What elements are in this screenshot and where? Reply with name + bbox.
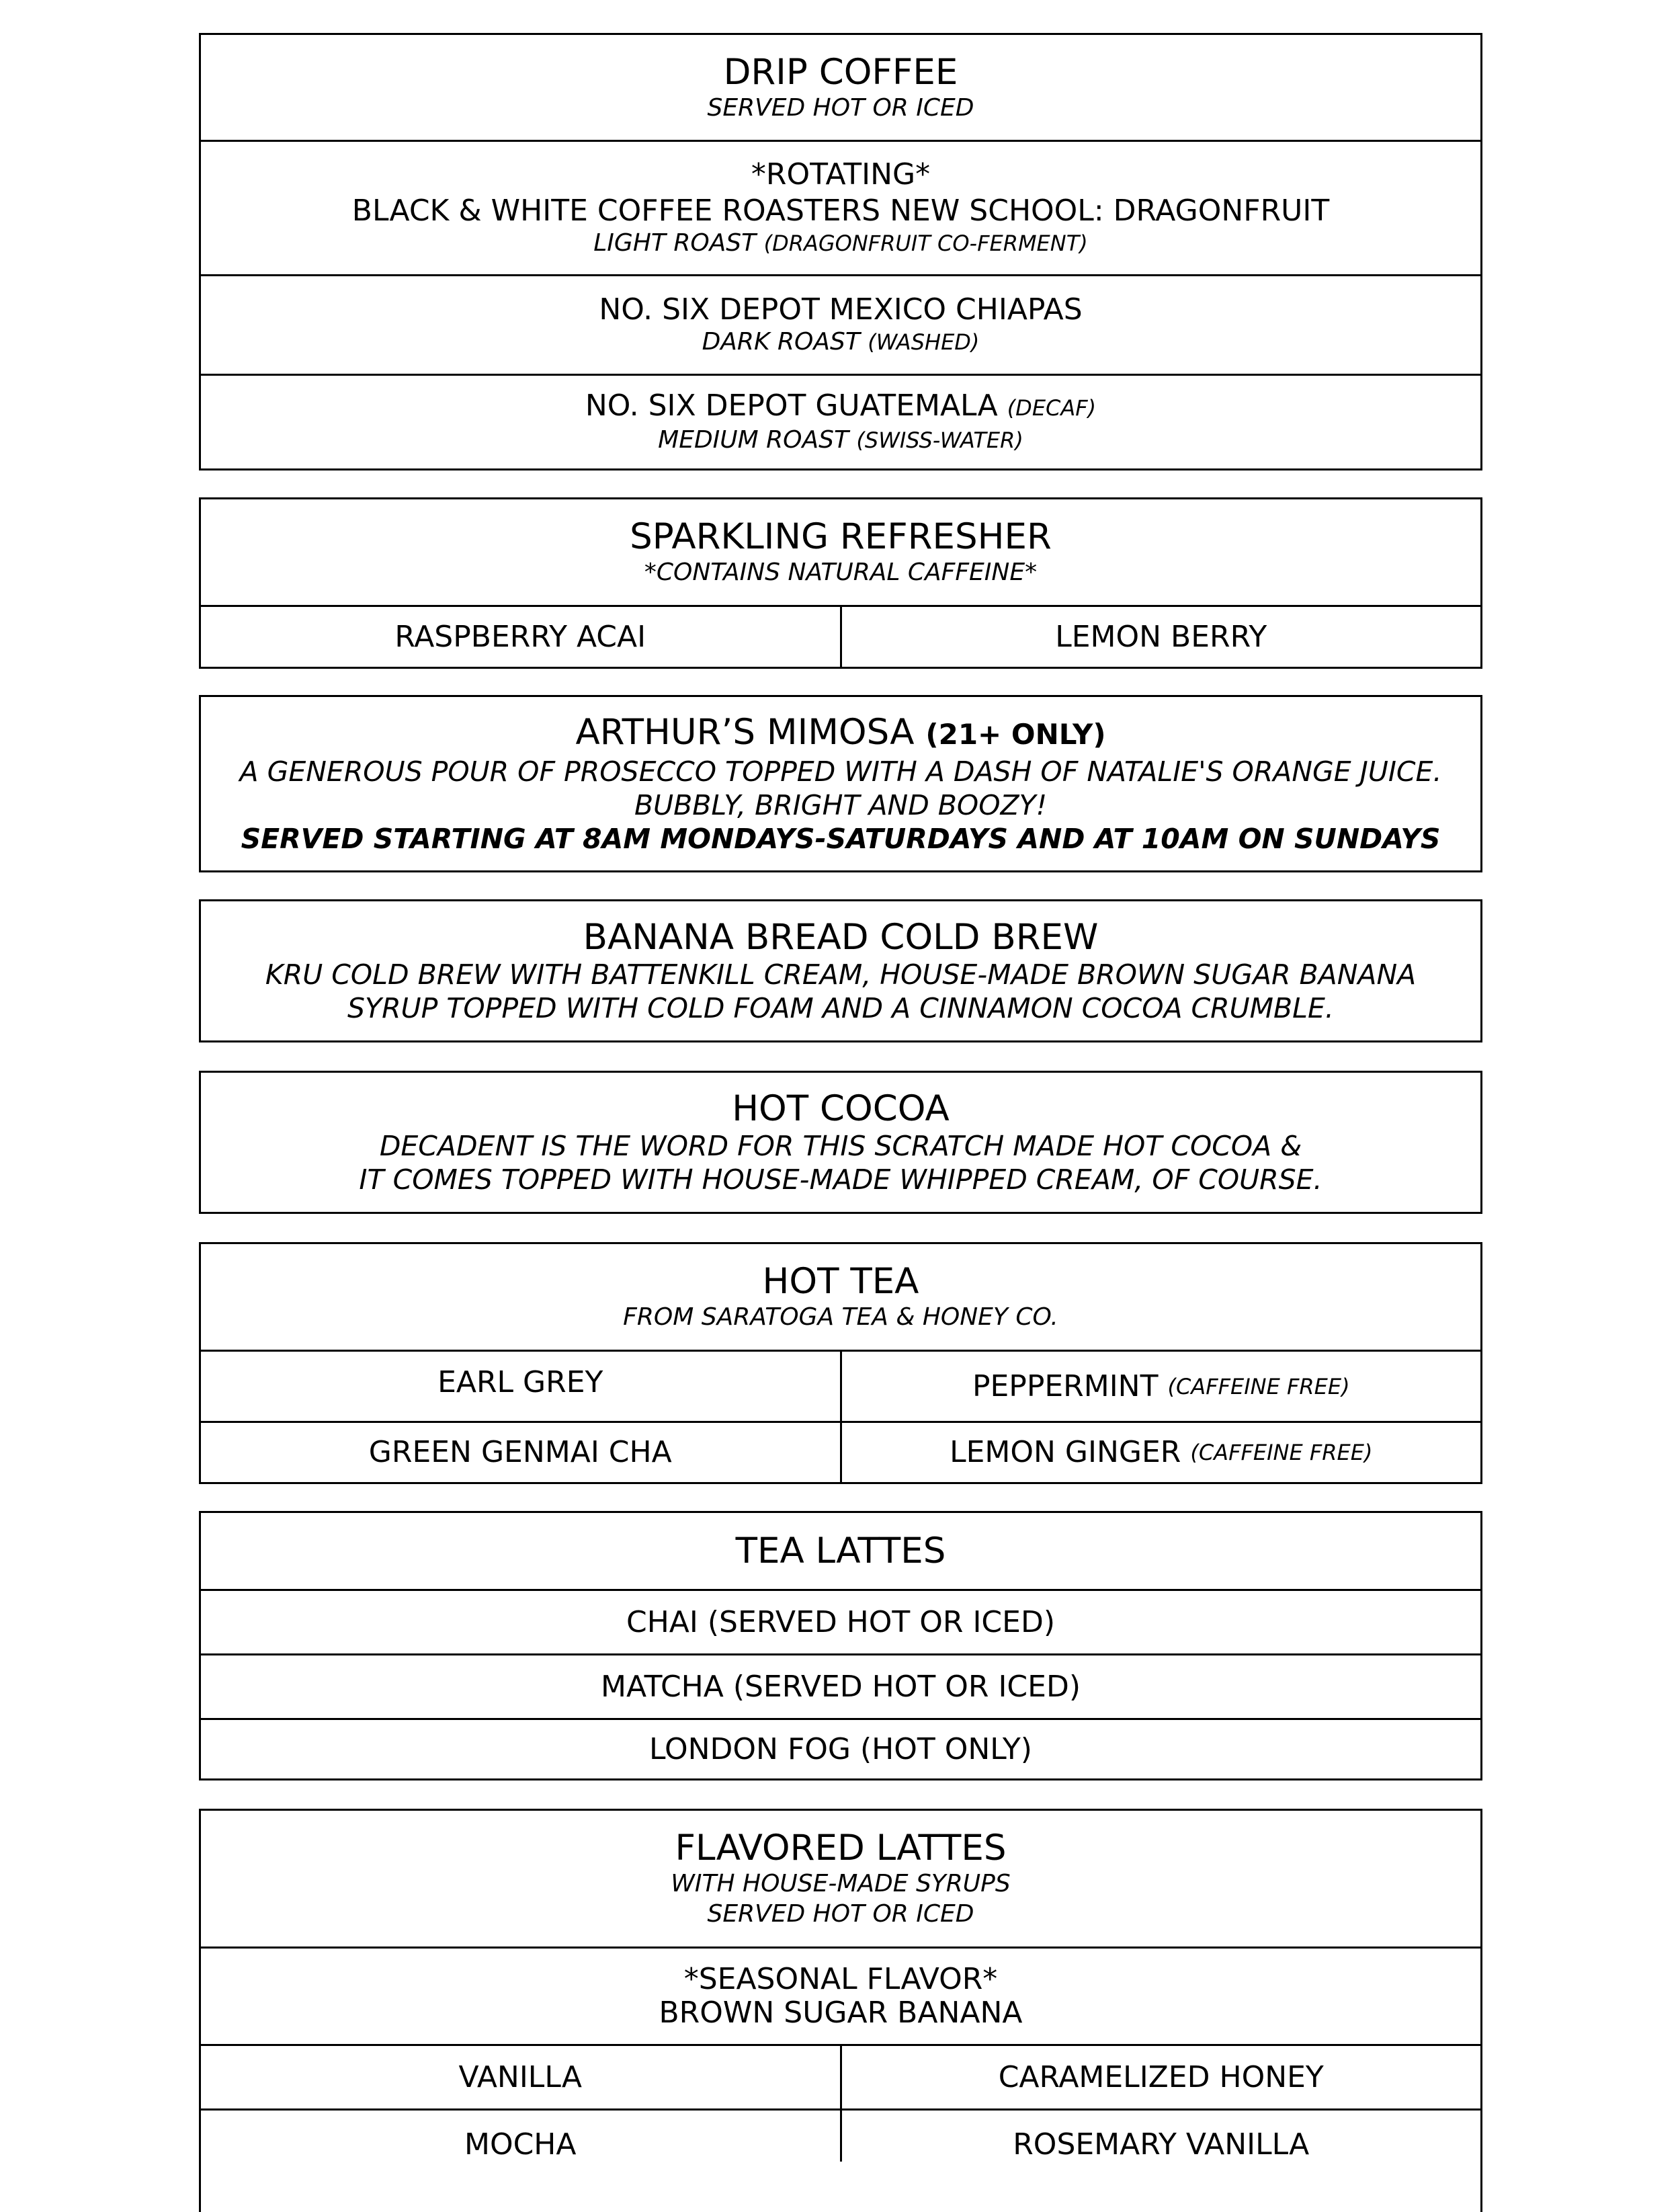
hot-tea-section	[199, 1242, 1482, 1484]
section-title: TEA LATTES	[735, 1530, 946, 1571]
decaf-note: (DECAF)	[1007, 395, 1097, 421]
item-name-line	[585, 389, 1096, 425]
menu-item: ROSEMARY VANILLA	[840, 2111, 1481, 2162]
process-note: (DRAGONFRUIT CO-FERMENT)	[763, 230, 1088, 256]
menu-item: CARAMELIZED HONEY	[840, 2046, 1481, 2108]
item-name: NO. SIX DEPOT GUATEMALA	[585, 388, 998, 423]
drip-item-guatemala	[201, 374, 1480, 468]
process-note: (SWISS-WATER)	[856, 427, 1023, 453]
roast-label: LIGHT ROAST	[593, 229, 757, 257]
description-line: KRU COLD BREW WITH BATTENKILL CREAM, HOUSE-MADE BROWN SUGAR BANANA	[265, 958, 1417, 991]
description-line: IT COMES TOPPED WITH HOUSE-MADE WHIPPED CREAM, OF COURSE.	[359, 1163, 1322, 1196]
seasonal-flavor	[201, 1947, 1480, 2044]
age-note: (21+ ONLY)	[925, 717, 1106, 751]
banana-bread-section	[199, 899, 1482, 1042]
hot-cocoa-section	[199, 1071, 1482, 1214]
item-roast	[593, 228, 1087, 259]
menu-item: MOCHA	[464, 2127, 577, 2162]
rotating-tag: *ROTATING*	[751, 157, 931, 192]
menu-item	[840, 1352, 1481, 1421]
section-title: FLAVORED LATTES	[675, 1828, 1007, 1869]
tea-lattes-section	[199, 1511, 1482, 1780]
tea-lattes-header	[201, 1513, 1480, 1589]
menu-item: EARL GREY	[437, 1364, 603, 1399]
flavor-row	[201, 2044, 1480, 2108]
section-title: HOT COCOA	[732, 1088, 950, 1129]
flavored-lattes-section	[199, 1809, 1482, 2212]
flavor-row	[201, 2108, 1480, 2173]
section-title-line	[575, 712, 1105, 755]
drip-item-mexico	[201, 274, 1480, 374]
item-name: LEMON GINGER	[950, 1435, 1181, 1469]
section-subtitle: WITH HOUSE-MADE SYRUPS	[671, 1870, 1011, 1897]
section-subtitle: *CONTAINS NATURAL CAFFEINE*	[644, 559, 1038, 586]
seasonal-tag: *SEASONAL FLAVOR*	[683, 1962, 998, 1996]
caffeine-note: (CAFFEINE FREE)	[1190, 1440, 1373, 1465]
description-line: DECADENT IS THE WORD FOR THIS SCRATCH MADE HOT COCOA &	[379, 1129, 1302, 1162]
section-title: HOT TEA	[762, 1261, 919, 1302]
menu-item	[840, 1423, 1481, 1482]
serving-hours: SERVED STARTING AT 8AM MONDAYS-SATURDAYS AND AT 10AM ON SUNDAYS	[241, 822, 1441, 855]
section-title: DRIP COFFEE	[723, 51, 958, 93]
flavored-header	[201, 1811, 1480, 1947]
menu-item: GREEN GENMAI CHA	[368, 1435, 672, 1469]
caffeine-note: (CAFFEINE FREE)	[1167, 1373, 1350, 1399]
item-name: BROWN SUGAR BANANA	[659, 1996, 1023, 2030]
description-line: A GENEROUS POUR OF PROSECCO TOPPED WITH A DASH OF NATALIE'S ORANGE JUICE.	[239, 755, 1442, 788]
item-name: BLACK & WHITE COFFEE ROASTERS NEW SCHOOL: DRAGONFRUIT	[351, 193, 1330, 228]
drip-item-rotating	[201, 140, 1480, 274]
section-title: ARTHUR’S MIMOSA	[575, 711, 915, 753]
tea-row	[201, 1421, 1480, 1482]
section-subtitle: SERVED HOT OR ICED	[707, 93, 974, 122]
sparkling-header	[201, 499, 1480, 605]
drip-coffee-header	[201, 35, 1480, 140]
description-line: BUBBLY, BRIGHT AND BOOZY!	[634, 788, 1048, 821]
process-note: (WASHED)	[868, 329, 980, 355]
item-name: NO. SIX DEPOT MEXICO CHIAPAS	[599, 292, 1083, 327]
hot-tea-header	[201, 1244, 1480, 1350]
sparkling-refresher-section	[199, 497, 1482, 669]
menu-item: MATCHA (SERVED HOT OR ICED)	[201, 1653, 1480, 1718]
section-subtitle: SERVED HOT OR ICED	[707, 1900, 974, 1928]
menu-item: LONDON FOG (HOT ONLY)	[201, 1718, 1480, 1778]
menu-item: CHAI (SERVED HOT OR ICED)	[201, 1589, 1480, 1653]
roast-label: MEDIUM ROAST	[658, 425, 849, 454]
section-subtitle: FROM SARATOGA TEA & HONEY CO.	[623, 1303, 1058, 1331]
roast-label: DARK ROAST	[702, 327, 860, 356]
sparkling-items-row	[201, 605, 1480, 667]
description-line: SYRUP TOPPED WITH COLD FOAM AND A CINNAMON COCOA CRUMBLE.	[347, 991, 1334, 1024]
tea-row	[201, 1350, 1480, 1421]
section-title: SPARKLING REFRESHER	[630, 516, 1052, 557]
item-roast	[702, 327, 980, 358]
menu-item: LEMON BERRY	[840, 607, 1481, 667]
item-roast	[658, 425, 1023, 456]
mimosa-section	[199, 695, 1482, 872]
menu-item: VANILLA	[458, 2059, 582, 2094]
section-title: BANANA BREAD COLD BREW	[583, 916, 1099, 958]
drip-coffee-section	[199, 33, 1482, 470]
item-name: PEPPERMINT	[972, 1368, 1159, 1403]
menu-item: RASPBERRY ACAI	[394, 619, 646, 654]
